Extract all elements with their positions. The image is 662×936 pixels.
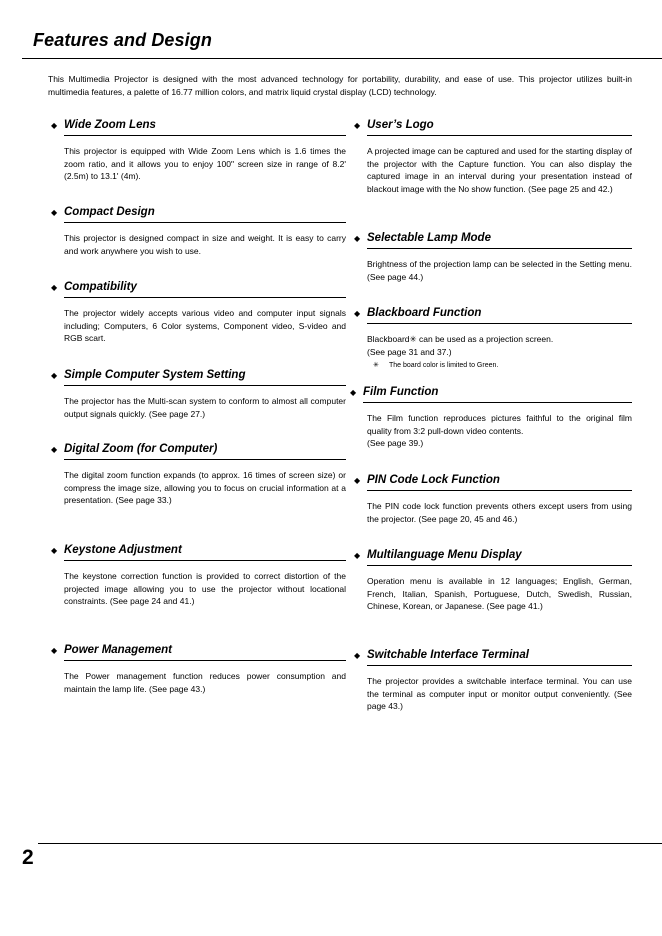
bullet-diamond-icon: ◆ (354, 234, 361, 243)
page-number: 2 (22, 846, 34, 869)
bullet-diamond-icon: ◆ (354, 309, 361, 318)
footer-divider (38, 843, 662, 844)
feature-heading: Multilanguage Menu Display (367, 549, 522, 561)
feature-switchable-interface-terminal (354, 648, 632, 713)
feature-heading: PIN Code Lock Function (367, 474, 500, 486)
feature-description: The keystone correction function is provided to correct distortion of the projected image allowing you to use the projector without locational constraints. (See page 24 and 41.) (64, 571, 346, 607)
bullet-diamond-icon: ◆ (354, 551, 361, 560)
feature-heading: Wide Zoom Lens (64, 119, 156, 131)
page-title: Features and Design (33, 30, 212, 50)
bullet-diamond-icon: ◆ (51, 283, 58, 292)
bullet-diamond-icon: ◆ (354, 476, 361, 485)
feature-film-function (350, 385, 632, 450)
feature-description: Operation menu is available in 12 languages; English, German, French, Italian, Spanish, Portuguese, Dutch, Swedish, Russian, Chinese, Korean, or Japanese. (See page 41.) (367, 576, 632, 612)
asterisk-icon: ✳ (373, 362, 379, 370)
feature-heading: Selectable Lamp Mode (367, 232, 491, 244)
feature-pin-code-lock (354, 473, 632, 525)
bullet-diamond-icon: ◆ (51, 646, 58, 655)
feature-blackboard-function (354, 306, 632, 371)
feature-page-reference: (See page 31 and 37.) (367, 346, 452, 357)
feature-selectable-lamp-mode (354, 231, 632, 283)
bullet-diamond-icon: ◆ (354, 121, 361, 130)
footnote (373, 360, 632, 371)
feature-heading: Power Management (64, 644, 172, 656)
feature-digital-zoom (51, 442, 346, 507)
intro-paragraph: This Multimedia Projector is designed with the most advanced technology for portability, durability, and ease of use. This projector utilizes built-in multimedia features, a palette of 16.77 million colors, and matrix liquid crystal display (LCD) technology. (48, 74, 632, 97)
feature-heading: Blackboard Function (367, 307, 482, 319)
feature-description: The projector widely accepts various video and computer input signals including; Computers, 6 Color systems, Component video, S-video and RGB scart. (64, 308, 346, 344)
feature-compatibility (51, 280, 346, 345)
feature-heading: Digital Zoom (for Computer) (64, 443, 218, 455)
feature-power-management (51, 643, 346, 695)
feature-heading: User’s Logo (367, 119, 434, 131)
feature-description: The PIN code lock function prevents others except users from using the projector. (See page 20, 45 and 46.) (367, 501, 632, 524)
feature-compact-design (51, 205, 346, 257)
feature-heading: Compact Design (64, 206, 155, 218)
title-divider (22, 58, 662, 59)
feature-description: The Film function reproduces pictures faithful to the original film quality from 3:2 pull-down video contents. (367, 413, 632, 436)
feature-users-logo (354, 118, 632, 196)
feature-heading: Film Function (363, 386, 439, 398)
feature-heading: Compatibility (64, 281, 137, 293)
feature-description: The projector provides a switchable interface terminal. You can use the terminal as computer input or monitor output conveniently. (See page 43.) (367, 676, 632, 712)
bullet-diamond-icon: ◆ (51, 208, 58, 217)
feature-heading: Simple Computer System Setting (64, 369, 246, 381)
feature-description: A projected image can be captured and used for the starting display of the projector with the Capture function. You can also display the captured image in an interval during your presentation instead of blackout image with the No show function. (See page 25 and 42.) (367, 146, 632, 195)
feature-description: The digital zoom function expands (to approx. 16 times of screen size) or compress the image size, allowing you to focus on crucial information at a presentation. (See page 33.) (64, 470, 346, 506)
feature-wide-zoom-lens (51, 118, 346, 183)
feature-multilanguage-menu (354, 548, 632, 613)
bullet-diamond-icon: ◆ (51, 546, 58, 555)
feature-description: This projector is designed compact in size and weight. It is easy to carry and work anywhere you wish to use. (64, 233, 346, 256)
bullet-diamond-icon: ◆ (51, 121, 58, 130)
feature-heading: Switchable Interface Terminal (367, 649, 529, 661)
bullet-diamond-icon: ◆ (51, 371, 58, 380)
feature-heading: Keystone Adjustment (64, 544, 182, 556)
bullet-diamond-icon: ◆ (350, 388, 357, 397)
feature-simple-computer-system-setting (51, 368, 346, 420)
feature-page-reference: (See page 39.) (367, 438, 424, 449)
feature-description: The Power management function reduces power consumption and maintain the lamp life. (See page 43.) (64, 671, 346, 694)
feature-keystone-adjustment (51, 543, 346, 608)
feature-description: The projector has the Multi-scan system to conform to almost all computer output signals quickly. (See page 27.) (64, 396, 346, 419)
bullet-diamond-icon: ◆ (51, 445, 58, 454)
feature-description: Brightness of the projection lamp can be selected in the Setting menu. (See page 44.) (367, 259, 632, 282)
feature-description: Blackboard✳ can be used as a projection screen. (367, 334, 554, 344)
bullet-diamond-icon: ◆ (354, 651, 361, 660)
feature-description: This projector is equipped with Wide Zoom Lens which is 1.6 times the zoom ratio, and it allows you to enjoy 100" screen size in range of 8.2' (2.5m) to 13.1' (4m). (64, 146, 346, 182)
footnote-text: The board color is limited to Green. (389, 362, 499, 370)
